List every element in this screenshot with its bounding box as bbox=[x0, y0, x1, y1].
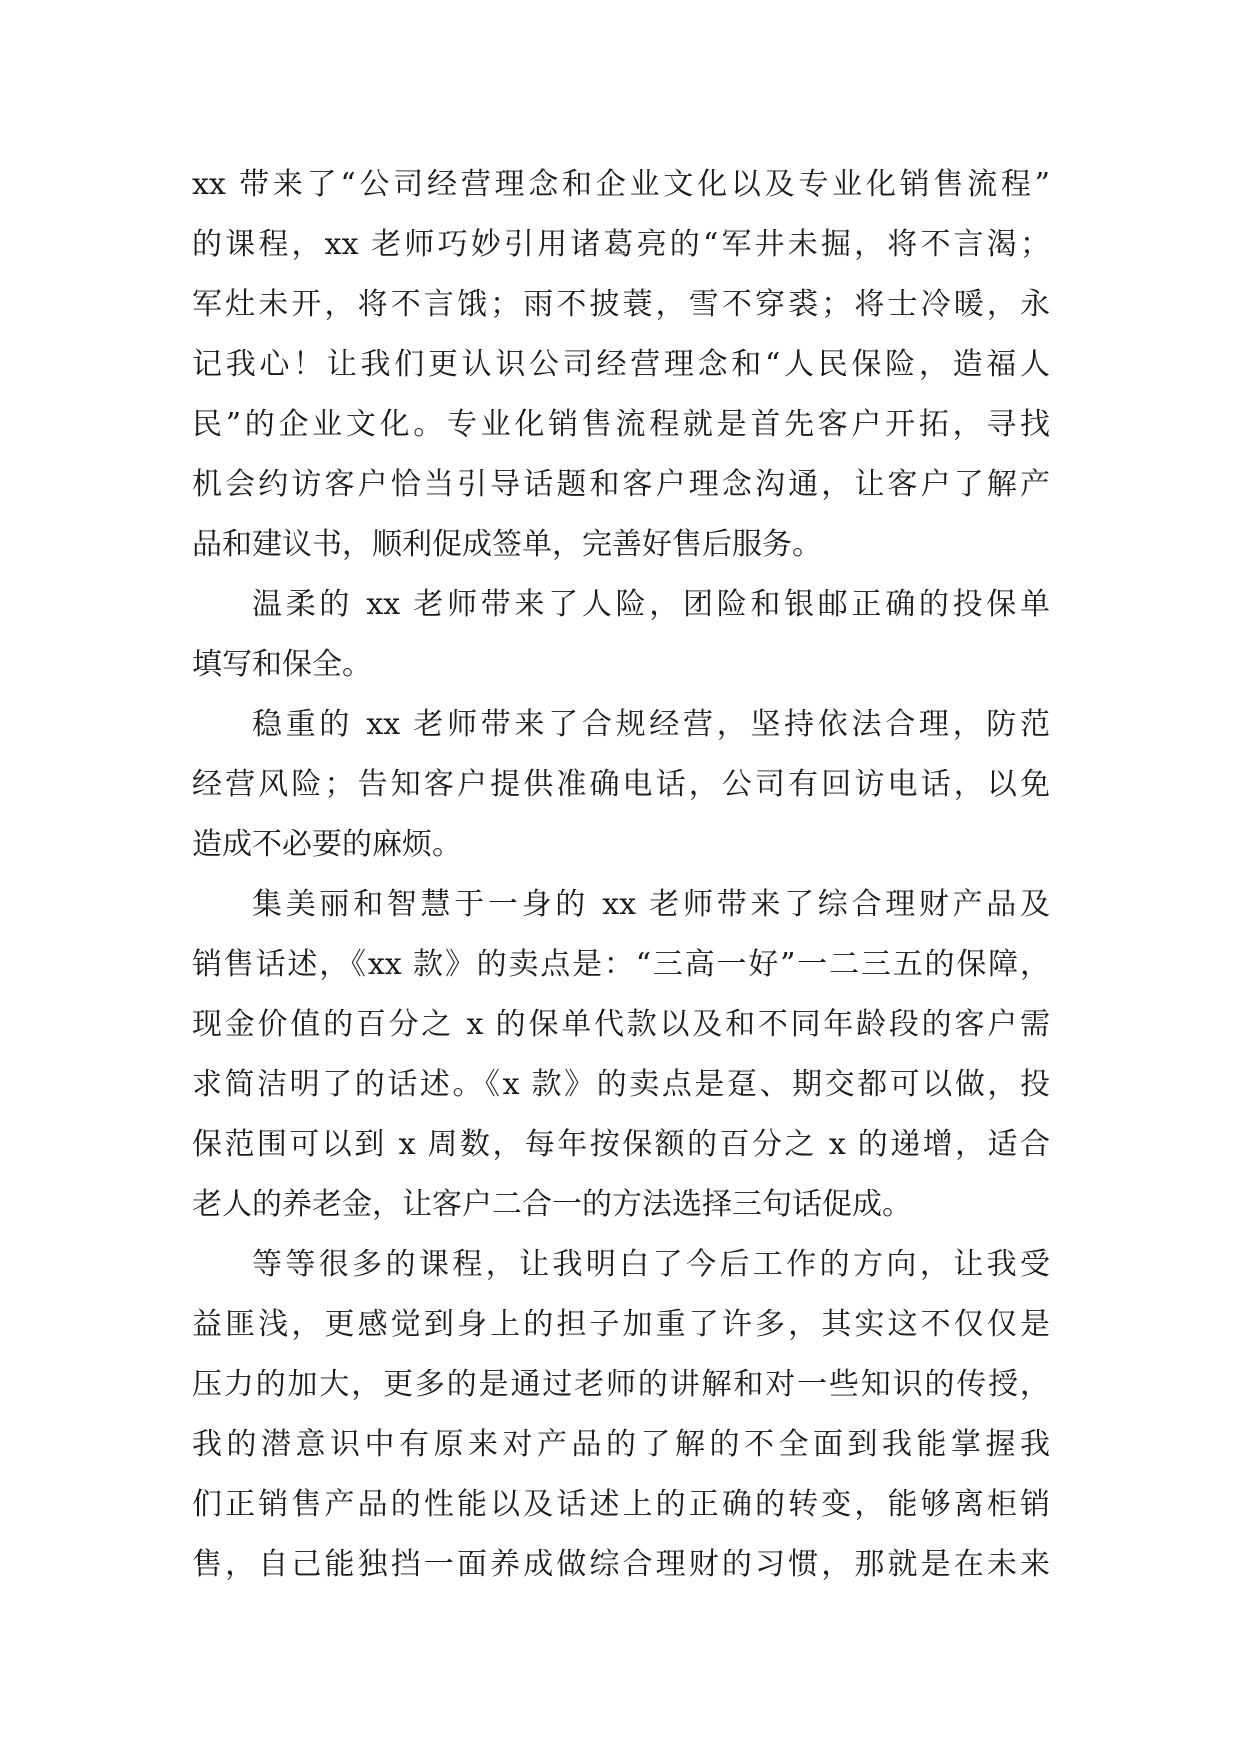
text-line: 售，自己能独挡一面养成做综合理财的习惯，那就是在未来 bbox=[192, 1547, 1050, 1582]
text-line: 压力的加大，更多的是通过老师的讲解和对一些知识的传授， bbox=[192, 1367, 1050, 1402]
text-line: 机会约访客户恰当引导话题和客户理念沟通，让客户了解产 bbox=[192, 467, 1050, 502]
text-line: 求简洁明了的话述。《x 款》的卖点是趸、期交都可以做，投 bbox=[192, 1067, 1050, 1102]
paragraph bbox=[192, 875, 1050, 1235]
text-line: 填写和保全。 bbox=[192, 647, 372, 682]
text-line: 等等很多的课程，让我明白了今后工作的方向，让我受 bbox=[252, 1247, 1050, 1282]
paragraph bbox=[192, 155, 1050, 575]
text-line: xx 带来了“公司经营理念和企业文化以及专业化销售流程” bbox=[192, 167, 1050, 202]
text-line: 益匪浅，更感觉到身上的担子加重了许多，其实这不仅仅是 bbox=[192, 1307, 1050, 1342]
text-line: 品和建议书，顺利促成签单，完善好售后服务。 bbox=[192, 527, 822, 562]
text-line: 集美丽和智慧于一身的 xx 老师带来了综合理财产品及 bbox=[252, 887, 1050, 922]
text-line: 我的潜意识中有原来对产品的了解的不全面到我能掌握我 bbox=[192, 1427, 1050, 1462]
text-line: 造成不必要的麻烦。 bbox=[192, 827, 462, 862]
text-line: 老人的养老金，让客户二合一的方法选择三句话促成。 bbox=[192, 1187, 912, 1222]
text-line: 销售话述，《xx 款》的卖点是：“三高一好”一二三五的保障， bbox=[192, 947, 1050, 982]
text-line: 记我心！让我们更认识公司经营理念和“人民保险，造福人 bbox=[192, 347, 1050, 382]
text-line: 的课程，xx 老师巧妙引用诸葛亮的“军井未掘，将不言渴； bbox=[192, 227, 1050, 262]
text-line: 军灶未开，将不言饿；雨不披蓑，雪不穿裘；将士冷暖，永 bbox=[192, 287, 1050, 322]
paragraph bbox=[192, 695, 1050, 875]
document-body bbox=[192, 155, 1050, 1595]
text-line: 们正销售产品的性能以及话述上的正确的转变，能够离柜销 bbox=[192, 1487, 1050, 1522]
text-line: 现金价值的百分之 x 的保单代款以及和不同年龄段的客户需 bbox=[192, 1007, 1050, 1042]
text-line: 民”的企业文化。专业化销售流程就是首先客户开拓，寻找 bbox=[192, 407, 1050, 442]
text-line: 经营风险；告知客户提供准确电话，公司有回访电话，以免 bbox=[192, 767, 1050, 802]
text-line: 温柔的 xx 老师带来了人险，团险和银邮正确的投保单 bbox=[252, 587, 1050, 622]
text-line: 稳重的 xx 老师带来了合规经营，坚持依法合理，防范 bbox=[252, 707, 1050, 742]
text-line: 保范围可以到 x 周数，每年按保额的百分之 x 的递增，适合 bbox=[192, 1127, 1050, 1162]
paragraph bbox=[192, 575, 1050, 695]
paragraph bbox=[192, 1235, 1050, 1595]
